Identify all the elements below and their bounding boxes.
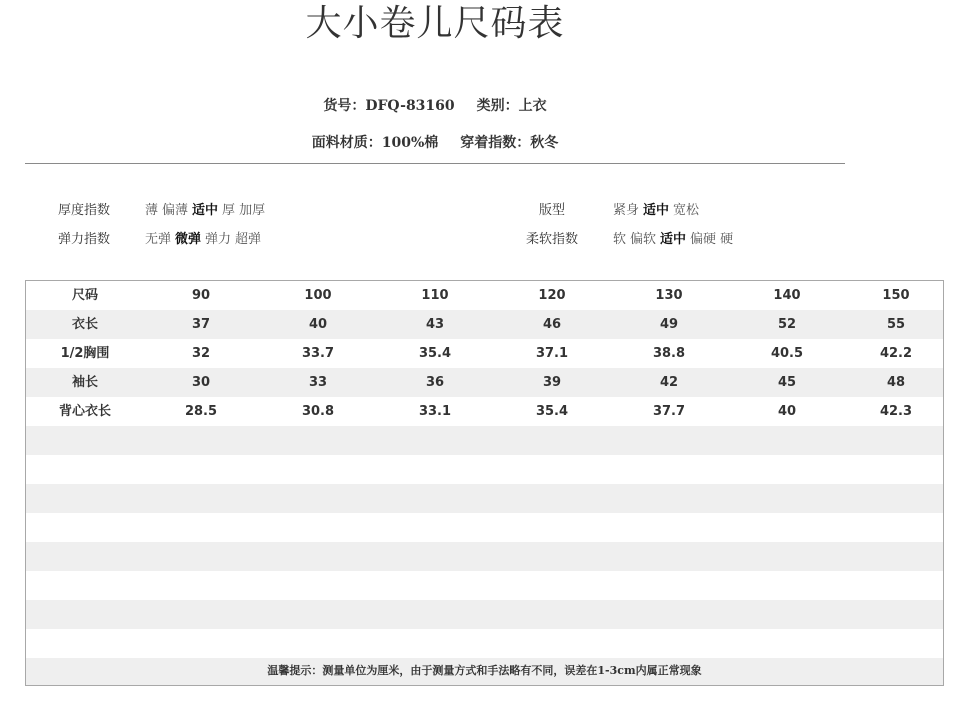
divider (25, 163, 845, 164)
table-row (26, 629, 943, 658)
table-cell: 33.7 (301, 346, 335, 361)
table-cell: 42.3 (879, 404, 913, 419)
category: 类别：上衣 (476, 98, 547, 114)
fit-options (613, 199, 703, 218)
table-cell: 55 (886, 317, 906, 332)
attribute-option: 偏软 (630, 232, 657, 247)
table-row (26, 310, 943, 339)
fit-label: 版型 (539, 203, 566, 218)
table-row (26, 484, 943, 513)
attribute-option: 软 (613, 232, 627, 247)
table-cell: 36 (425, 375, 445, 390)
table-cell: 32 (191, 346, 211, 361)
table-cell: 30.8 (301, 404, 335, 419)
table-cell: 35.4 (535, 404, 569, 419)
attribute-option: 适中 (192, 203, 219, 218)
table-row (26, 397, 943, 426)
table-row (26, 455, 943, 484)
table-row (26, 542, 943, 571)
attribute-option: 宽松 (673, 203, 700, 218)
table-cell: 28.5 (184, 404, 218, 419)
attribute-option: 硬 (720, 232, 734, 247)
table-cell: 35.4 (418, 346, 452, 361)
table-header-cell: 130 (655, 288, 683, 303)
attribute-option: 偏薄 (162, 203, 189, 218)
table-cell: 43 (425, 317, 445, 332)
season-index: 穿着指数：秋冬 (460, 135, 559, 151)
softness-label: 柔软指数 (526, 232, 579, 247)
table-cell: 38.8 (652, 346, 686, 361)
table-header-cell: 140 (773, 288, 801, 303)
attribute-option: 无弹 (145, 232, 172, 247)
table-cell: 42.2 (879, 346, 913, 361)
table-cell: 37.7 (652, 404, 686, 419)
table-row (26, 600, 943, 629)
thickness-label: 厚度指数 (58, 203, 111, 218)
footnote: 温馨提示：测量单位为厘米，由于测量方式和手法略有不同，误差在1-3cm内属正常现象 (267, 664, 702, 677)
meta-line-2 (0, 132, 870, 152)
attribute-option: 紧身 (613, 203, 640, 218)
table-cell: 37.1 (535, 346, 569, 361)
page-title: 大小卷儿尺码表 (305, 3, 565, 44)
table-cell: 48 (886, 375, 906, 390)
table-header-cell: 90 (191, 288, 211, 303)
table-header-row (26, 281, 943, 310)
table-header-cell: 尺码 (71, 288, 98, 303)
attribute-option: 超弹 (235, 232, 262, 247)
row-label-cell: 袖长 (71, 375, 98, 390)
table-header-cell: 110 (421, 288, 449, 303)
material: 面料材质：100%棉 (311, 135, 439, 151)
table-cell: 46 (542, 317, 562, 332)
table-header-cell: 100 (304, 288, 332, 303)
attribute-option: 加厚 (239, 203, 266, 218)
attribute-option: 适中 (643, 203, 670, 218)
meta-line-1 (0, 95, 870, 115)
table-cell: 40 (308, 317, 328, 332)
table-cell: 39 (542, 375, 562, 390)
table-cell: 42 (659, 375, 679, 390)
table-header-cell: 150 (882, 288, 910, 303)
row-label-cell: 衣长 (71, 317, 98, 332)
table-row (26, 571, 943, 600)
table-row (26, 368, 943, 397)
attribute-option: 适中 (660, 232, 687, 247)
size-table (25, 280, 944, 686)
table-cell: 30 (191, 375, 211, 390)
table-cell: 33 (308, 375, 328, 390)
attribute-option: 偏硬 (690, 232, 717, 247)
table-row (26, 339, 943, 368)
table-row (26, 513, 943, 542)
table-cell: 40.5 (770, 346, 804, 361)
attribute-option: 微弹 (175, 232, 202, 247)
table-cell: 45 (777, 375, 797, 390)
item-number: 货号：DFQ-83160 (323, 98, 455, 114)
thickness-options (145, 199, 269, 218)
row-label-cell: 背心衣长 (58, 404, 111, 419)
table-header-cell: 120 (538, 288, 566, 303)
table-cell: 37 (191, 317, 211, 332)
elasticity-label: 弹力指数 (58, 232, 111, 247)
attribute-option: 弹力 (205, 232, 232, 247)
attribute-option: 厚 (222, 203, 236, 218)
table-cell: 52 (777, 317, 797, 332)
table-row (26, 426, 943, 455)
softness-options (613, 228, 737, 247)
table-cell: 40 (777, 404, 797, 419)
row-label-cell: 1/2胸围 (60, 346, 110, 361)
table-cell: 49 (659, 317, 679, 332)
elasticity-options (145, 228, 265, 247)
attribute-option: 薄 (145, 203, 159, 218)
table-cell: 33.1 (418, 404, 452, 419)
